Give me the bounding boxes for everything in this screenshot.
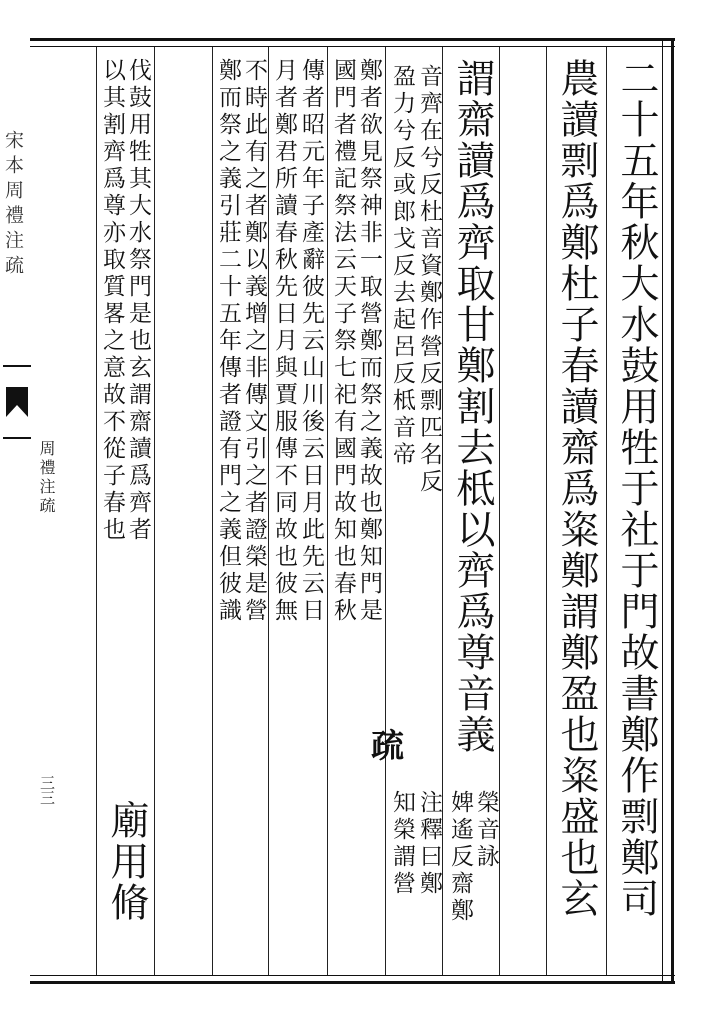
commentary-text: 婢遙反齋鄭 xyxy=(447,790,473,925)
column-rule xyxy=(499,47,500,975)
fish-tail-ornament xyxy=(3,365,31,439)
commentary-text: 鄭而祭之義引莊二十五年傳者證有門之義但彼識 xyxy=(215,58,241,625)
commentary-text: 音齊在兮反杜音資鄭作營反剽匹名反 xyxy=(416,64,442,496)
commentary-left xyxy=(447,790,473,925)
main-text: 廟用脩 xyxy=(104,800,149,923)
column-rule xyxy=(546,47,547,975)
commentary-right xyxy=(416,64,442,729)
commentary-text: 榮音詠 xyxy=(473,790,499,871)
column-rule xyxy=(268,47,269,975)
commentary-text: 知榮謂營 xyxy=(389,790,415,898)
commentary-text: 注釋曰鄭 xyxy=(416,790,442,898)
commentary-left xyxy=(271,58,297,968)
commentary-right xyxy=(125,58,151,798)
column-rule xyxy=(96,47,97,975)
commentary-text: 月者鄭君所讀春秋先日月與賈服傳不同故也彼無 xyxy=(271,58,297,625)
commentary-text: 盈力兮反或郎戈反去起呂反柢音帝 xyxy=(389,64,415,469)
commentary-left xyxy=(389,64,415,729)
commentary-left xyxy=(389,790,415,898)
frame-top-border xyxy=(30,38,675,47)
text-column-1 xyxy=(610,58,662,919)
column-rule xyxy=(154,47,155,975)
book-title: 周禮注疏 xyxy=(37,440,56,516)
column-rule xyxy=(606,47,607,975)
commentary-right xyxy=(298,58,324,968)
shu-heading: 疏 xyxy=(366,728,405,765)
text-column-2 xyxy=(550,58,602,919)
commentary-right xyxy=(241,58,267,968)
commentary-text: 不時此有之者鄭以義增之非傳文引之者證榮是營 xyxy=(241,58,267,625)
column-rule xyxy=(385,47,386,975)
commentary-left xyxy=(215,58,241,968)
frame-right-border xyxy=(662,38,674,984)
commentary-right xyxy=(473,790,499,871)
fish-tail-mark xyxy=(6,387,28,417)
commentary-text: 傳者昭元年子產辭彼先云山川後云日月此先云日 xyxy=(298,58,324,625)
commentary-text: 以其割齊爲尊亦取質畧之意故不從子春也 xyxy=(99,58,125,544)
commentary-text: 伐鼓用牲其大水祭門是也玄謂齋讀爲齊者 xyxy=(125,58,151,544)
column-rule xyxy=(442,47,443,975)
main-text: 二十五年秋大水鼓用牲于社于門故書鄭作剽鄭司 xyxy=(614,58,659,919)
commentary-left xyxy=(330,58,356,968)
edge-title: 宋本周禮注疏 xyxy=(2,130,24,280)
left-margin xyxy=(3,60,29,980)
text-column-3 xyxy=(446,58,498,818)
main-text: 謂齋讀爲齊取甘鄭割去柢以齊爲尊音義 xyxy=(450,58,495,755)
frame-bottom-border xyxy=(30,975,675,984)
column-rule xyxy=(327,47,328,975)
main-text: 農讀剽爲鄭杜子春讀齋爲粢鄭謂鄭盈也粢盛也玄 xyxy=(554,58,599,919)
commentary-text: 鄭者欲見祭神非一取營鄭而祭之義故也鄭知門是 xyxy=(356,58,382,625)
commentary-left xyxy=(99,58,125,798)
page-number: 三三 xyxy=(38,775,56,805)
commentary-right xyxy=(416,790,442,898)
column-rule xyxy=(212,47,213,975)
text-column-8-main xyxy=(100,800,154,923)
commentary-right xyxy=(356,58,382,968)
commentary-text: 國門者禮記祭法云天子祭七祀有國門故知也春秋 xyxy=(330,58,356,625)
